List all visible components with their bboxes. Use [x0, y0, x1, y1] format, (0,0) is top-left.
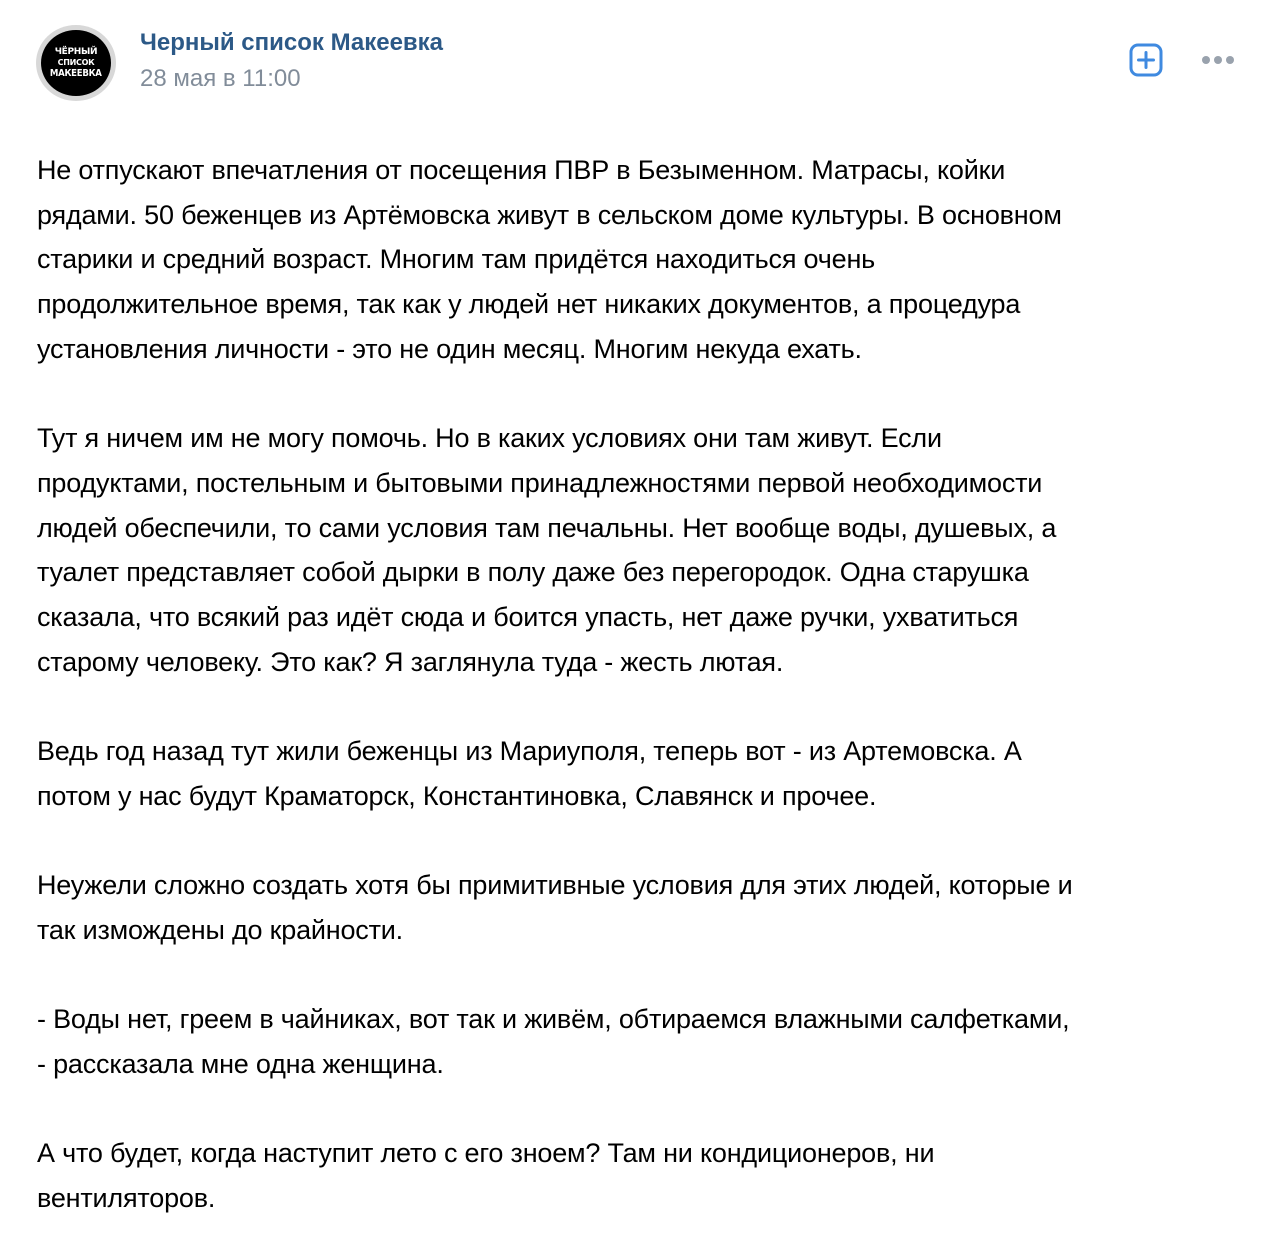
post-header — [36, 25, 1244, 101]
author-name-link[interactable]: Черный список Макеевка — [140, 29, 444, 56]
group-avatar[interactable] — [36, 25, 116, 101]
post-text-line: Не отпускают впечатления от посещения ПВР в Безыменном. Матрасы, койки — [37, 155, 1006, 185]
post-text-line: потом у нас будут Краматорск, Константиновка, Славянск и прочее. — [37, 780, 877, 811]
post-text-line: вентиляторов. — [37, 1183, 216, 1214]
post-text-line: так измождены до крайности. — [37, 914, 403, 945]
avatar-logo — [41, 30, 111, 96]
post-paragraph — [37, 863, 1247, 952]
more-horizontal-icon — [1201, 55, 1235, 65]
post-text-line: сказала, что всякий раз идёт сюда и боится упасть, нет даже ручки, ухватиться — [37, 602, 1019, 633]
post-paragraph — [37, 729, 1247, 818]
avatar-logo-text: МАКЕЕВКА — [50, 67, 102, 79]
post-text-line: Неужели сложно создать хотя бы примитивные условия для этих людей, которые и — [37, 870, 1073, 901]
post-text-line: людей обеспечили, то сами условия там печальны. Нет вообще воды, душевых, а — [37, 512, 1057, 543]
post-text-line: - рассказала мне одна женщина. — [37, 1049, 444, 1079]
post-text — [37, 148, 1247, 1221]
avatar-logo-text: ЧЁРНЫЙ — [54, 46, 98, 57]
post-paragraph — [37, 997, 1247, 1086]
post-text-line: рядами. 50 беженцев из Артёмовска живут в сельском доме культуры. В основном — [37, 199, 1062, 230]
post-paragraph — [37, 416, 1247, 684]
post-text-line: установления личности - это не один месяц. Многим некуда ехать. — [37, 333, 862, 364]
post-paragraph — [37, 1131, 1247, 1220]
post-text-line: продолжительное время, так как у людей нет никаких документов, а процедура — [37, 289, 1021, 320]
post-text-line: А что будет, когда наступит лето с его зноем? Там ни кондиционеров, ни — [37, 1138, 935, 1169]
post-text-line: Ведь год назад тут жили беженцы из Мариуполя, теперь вот - из Артемовска. А — [37, 736, 1022, 767]
avatar-logo-text: СПИСОК — [57, 57, 95, 67]
post-text-line: старики и средний возраст. Многим там придётся находиться очень — [37, 244, 876, 275]
post-text-line: - Воды нет, греем в чайниках, вот так и живём, обтираемся влажными салфетками, — [37, 1004, 1070, 1035]
post-text-line: старому человеку. Это как? Я заглянула туда - жесть лютая. — [37, 646, 784, 677]
post-text-line: туалет представляет собой дырки в полу даже без перегородок. Одна старушка — [37, 557, 1029, 588]
post-date-link[interactable]: 28 мая в 11:00 — [140, 65, 301, 92]
add-square-icon — [1129, 43, 1163, 77]
post-paragraph — [37, 148, 1247, 372]
more-button[interactable] — [1198, 47, 1238, 73]
post-text-line: Тут я ничем им не могу помочь. Но в каких условиях они там живут. Если — [37, 423, 942, 454]
add-button[interactable] — [1129, 43, 1163, 77]
post-text-line: продуктами, постельным и бытовыми принадлежностями первой необходимости — [37, 467, 1043, 498]
